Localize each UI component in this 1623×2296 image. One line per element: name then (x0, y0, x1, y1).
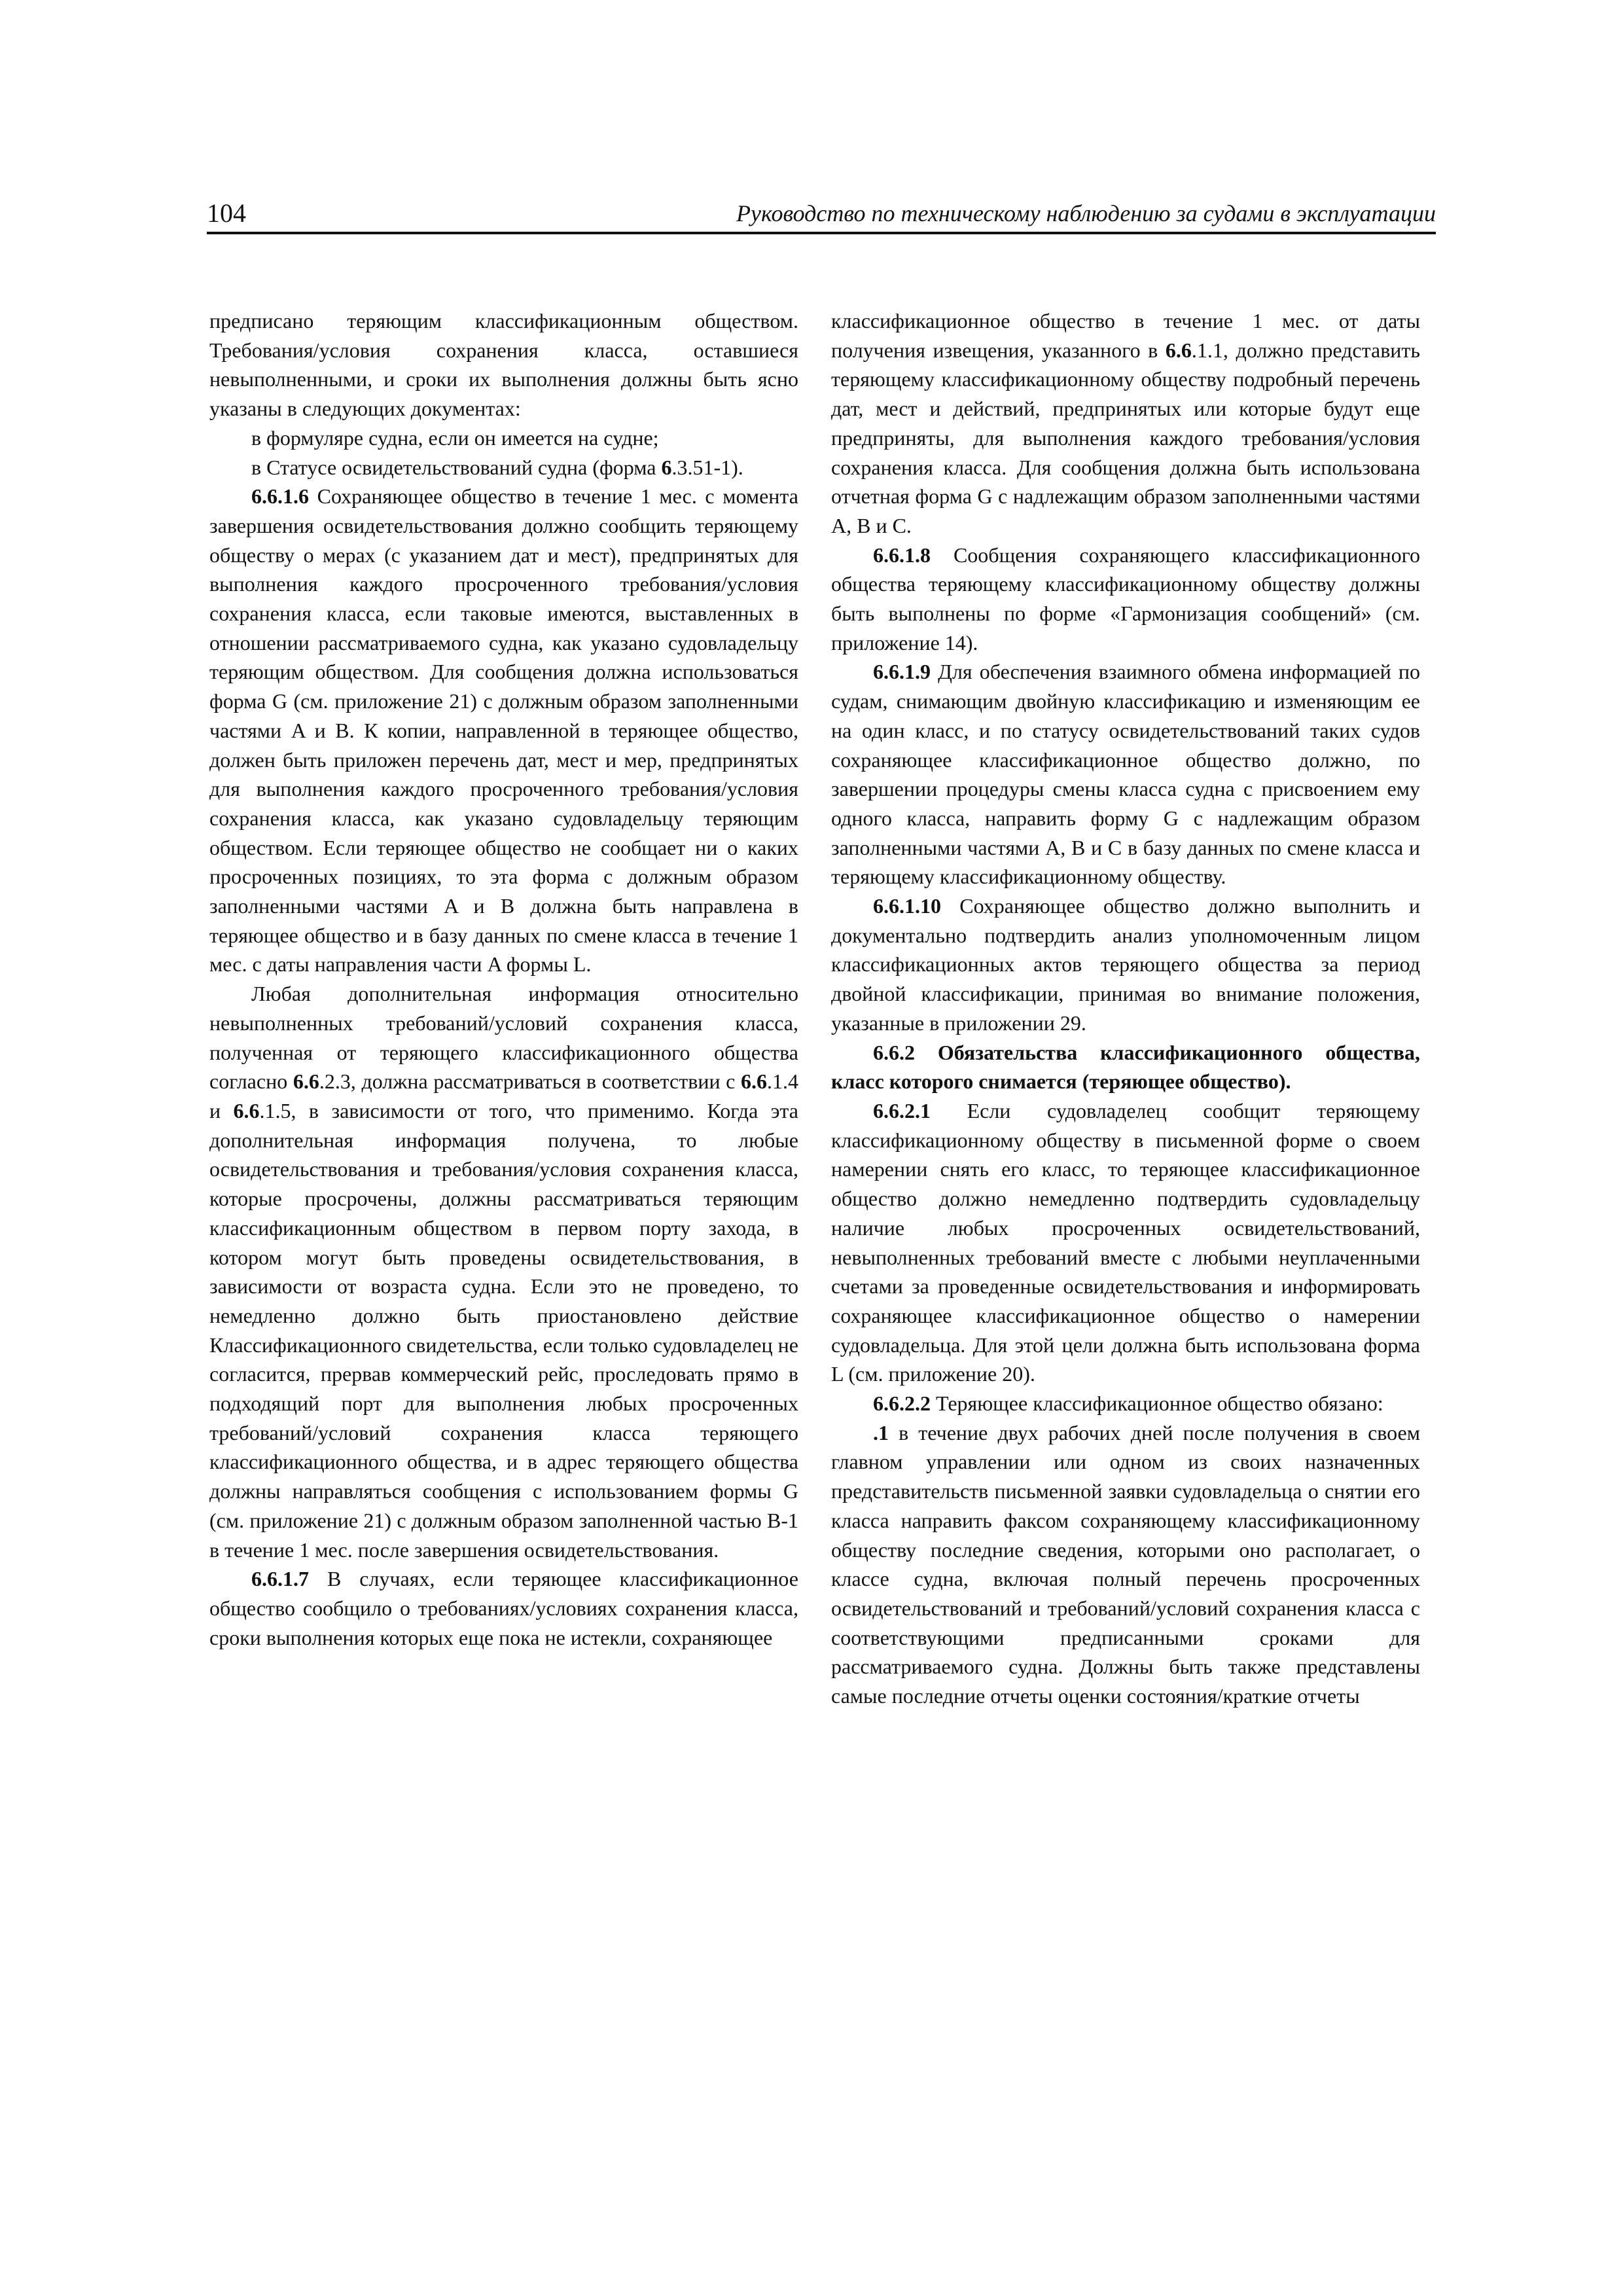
paragraph: 6.6.1.9 Для обеспечения взаимного обмена информацией по судам, снимающим двойную классификацию и изменяющим ее на один класс, и по статусу освидетельствований таких судов сохраняющее классификационное общество должно, по завершении процедуры смены класса судна с присвоением ему одного класса, направить форму G с надлежащим образом заполненными частями A, B и C в базу данных по смене класса и теряющему классификационному обществу. (831, 660, 1420, 889)
item-number: .1 (873, 1420, 889, 1444)
clause-number: 6.6.2.2 (873, 1391, 931, 1416)
paragraph: классификационное общество в течение 1 мес. от даты получения извещения, указанного в 6.6.1.1, должно представить теряющему классификационному обществу подробный перечень дат, мест и действий, предпринятых или которые будут еще предприняты, для выполнения каждого требования/условия сохранения класса. Для сообщения должна быть использована отчетная форма G с надлежащим образом заполненными частями A, B и C. (831, 309, 1420, 537)
paragraph: 6.6.2.2 Теряющее классификационное общество обязано: (873, 1391, 1383, 1416)
paragraph: предписано теряющим классификационным обществом. Требования/условия сохранения класса, оставшиеся невыполненными, и сроки их выполнения должны быть ясно указаны в следующих документах: (209, 309, 798, 421)
left-column (209, 306, 798, 2191)
clause-number: 6.6.1.9 (873, 660, 931, 684)
clause-number: 6.6.1.7 (251, 1567, 309, 1591)
page-header (207, 196, 1436, 230)
paragraph: 6.6.2.1 Если судовладелец сообщит теряющему классификационному обществу в письменной форме о своем намерении снять его класс, то теряющее классификационное общество должно немедленно подтвердить судовладельцу наличие любых просроченных освидетельствований, невыполненных требований вместе с любыми неуплаченными счетами за проведенные освидетельствования и информировать сохраняющее классификационное общество о намерении судовладельца. Для этой цели должна быть использована форма L (см. приложение 20). (831, 1098, 1420, 1386)
header-rule (207, 232, 1436, 234)
section-heading: 6.6.2 Обязательства классификационного общества, класс которого снимается (теряющее общество). (831, 1040, 1420, 1094)
paragraph: 6.6.1.7 В случаях, если теряющее классификационное общество сообщило о требованиях/условиях сохранения класса, сроки выполнения которых еще пока не истекли, сохраняющее (209, 1567, 798, 1649)
right-column (831, 306, 1420, 2191)
page-number: 104 (207, 198, 246, 228)
clause-number: 6.6.2.1 (873, 1098, 931, 1122)
list-item: .1 в течение двух рабочих дней после получения в своем главном управлении или одном из своих назначенных представительств письменной заявки судовладельца о снятии его класса направить факсом сохраняющему классификационному обществу последние сведения, которыми оно располагает, о классе судна, включая полный перечень просроченных освидетельствований и требований/условий сохранения класса с соответствующими предписанными сроками для рассматриваемого судна. Должны быть также представлены самые последние отчеты оценки состояния/краткие отчеты (831, 1420, 1420, 1708)
paragraph: 6.6.1.6 Сохраняющее общество в течение 1 мес. с момента завершения освидетельствования должно сообщить теряющему обществу о мерах (с указанием дат и мест), предпринятых для выполнения каждого просроченного требования/условия сохранения класса, если таковые имеются, выставленных в отношении рассматриваемого судна, как указано судовладельцу теряющим обществом. Для сообщения должна использоваться форма G (см. приложение 21) с должным образом заполненными частями A и B. К копии, направленной в теряющее общество, должен быть приложен перечень дат, мест и мер, предпринятых для выполнения каждого просроченного требования/условия сохранения класса, как указано судовладельцу теряющим обществом. Если теряющее общество не сообщает ни о каких просроченных позициях, то эта форма с должным образом заполненными частями A и B должна быть направлена в теряющее общество и в базу данных по смене класса в течение 1 мес. с даты направления части A формы L. (209, 484, 798, 977)
paragraph: 6.6.1.8 Сообщения сохраняющего классификационного общества теряющему классификационному обществу должны быть выполнены по форме «Гармонизация сообщений» (см. приложение 14). (831, 543, 1420, 655)
clause-number: 6.6.1.10 (873, 894, 941, 918)
paragraph: в Статусе освидетельствований судна (форма 6.3.51-1). (251, 455, 743, 479)
paragraph: Любая дополнительная информация относительно невыполненных требований/условий сохранения класса, полученная от теряющего классификационного общества согласно 6.6.2.3, должна рассматриваться в соответствии с 6.6.1.4 и 6.6.1.5, в зависимости от того, что применимо. Когда эта дополнительная информация получена, то любые освидетельствования и требования/условия сохранения класса, которые просрочены, должны рассматриваться теряющим классификационным обществом в первом порту захода, в котором могут быть проведены освидетельствования, в зависимости от возраста судна. Если это не проведено, то немедленно должно быть приостановлено действие Классификационного свидетельства, если только судовладелец не согласится, прервав коммерческий рейс, проследовать прямо в подходящий порт для выполнения любых просроченных требований/условий сохранения класса теряющего классификационного общества, и в адрес теряющего общества должны направляться сообщения с использованием формы G (см. приложение 21) с должным образом заполненной частью B-1 в течение 1 мес. после завершения освидетельствования. (209, 982, 798, 1562)
clause-number: 6.6.1.8 (873, 543, 931, 567)
running-title: Руководство по техническому наблюдению за судами в эксплуатации (736, 200, 1436, 226)
paragraph: в формуляре судна, если он имеется на судне; (251, 425, 659, 450)
clause-number: 6.6.1.6 (251, 484, 309, 509)
paragraph: 6.6.1.10 Сохраняющее общество должно выполнить и документально подтвердить анализ уполномоченным лицом классификационных актов теряющего общества за период двойной классификации, принимая во внимание положения, указанные в приложении 29. (831, 894, 1420, 1035)
